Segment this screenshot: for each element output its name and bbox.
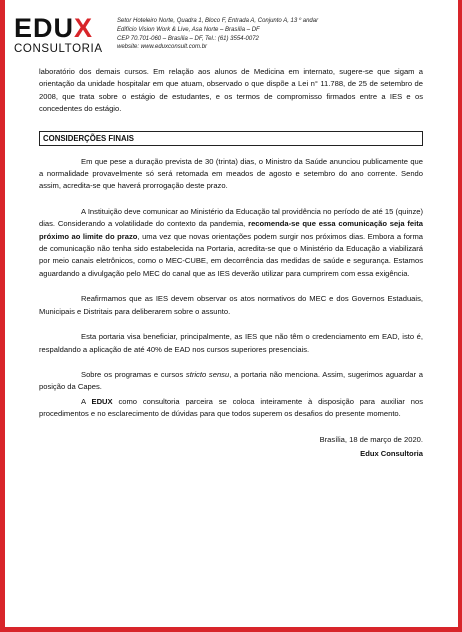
paragraph-duration: Em que pese a duração prevista de 30 (trinta) dias, o Ministro da Saúde anunciou publicamente que a normalidade provavelmente só será retomada em meados de agosto e setembro do ano corrente. Sendo assim, acredita-se que haverá prorrogação deste prazo. <box>39 156 423 191</box>
page-header <box>14 15 454 65</box>
company-address <box>117 17 318 52</box>
left-border-bar <box>0 0 5 632</box>
paragraph-text: A Instituição deve comunicar ao Ministério da Educação tal providência no período de até 15 (quinze) dias. Considerando a volatilidade do contexto da pandemia, <box>39 206 423 229</box>
document-date: Brasília, 18 de março de 2020. <box>319 434 423 444</box>
document-signature: Edux Consultoria <box>360 448 423 458</box>
logo-main-text: EDU <box>14 13 75 43</box>
edux-logo <box>14 15 104 56</box>
recommendation-highlight: recomenda-se que essa comunicação seja feita próximo ao limite do prazo <box>39 219 423 241</box>
paragraph-ead: Esta portaria visa beneficiar, principalmente, as IES que não têm o credenciamento em EAD, isto é, respaldando a aplicação de até 40% de EAD nos cursos superiores presenciais. <box>39 332 423 354</box>
paragraph-text: , uma vez que novas orientações podem surgir nos próximos dias. Embora a forma de comunicação não tenha sido estabelecida na Portaria, acredita-se que o Ministério da Educação a viabilizará por meio canais eletrônicos, como o MEC-CUBE, em decorrência das medidas de saúde e segurança. Estamos aguardando a divulgação pelo MEC do canal que as IES deverão utilizar para cumprirem com essa exigência. <box>39 231 424 278</box>
address-line: CEP 70.701-060 – Brasília – DF, Tel.: (61) 3554-0072 <box>117 35 259 42</box>
paragraph-edux-support <box>39 396 423 421</box>
paragraph-text: Sobre os programas e cursos <box>81 369 186 379</box>
paragraph-normative-acts: Reafirmamos que as IES devem observar os atos normativos do MEC e dos Governos Estaduais, Municipais e Distritais para deliberarem sobre o assunto. <box>39 294 423 316</box>
section-title: CONSIDERÇÕES FINAIS <box>39 131 423 146</box>
logo-x-letter: X <box>74 13 94 43</box>
bottom-border-bar <box>0 627 462 632</box>
intro-paragraph: laboratório dos demais cursos. Em relação aos alunos de Medicina em internato, sugere-se que sigam a orientação da unidade hospitalar em que atuam, observado o que dispõe a Lei n° 11.788, de 25 de setembro de 2008, que trata sobre o estágio de estudantes, e os termos de compromisso firmados entre a IES e os concedentes do estágio. <box>39 67 423 114</box>
logo-subtitle: CONSULTORIA <box>14 43 103 55</box>
paragraph-communication <box>39 206 423 280</box>
document-body <box>39 66 423 460</box>
address-line: Setor Hoteleiro Norte, Quadra 1, Bloco F, Entrada A, Conjunto A, 13 º andar <box>117 18 319 24</box>
paragraph-text: , a portaria não menciona. Assim, sugerimos aguardar a posição da Capes. <box>39 369 423 392</box>
stricto-sensu-term: stricto sensu <box>185 369 230 379</box>
paragraph-text: como consultoria parceira se coloca inteiramente à disposição para auxiliar nos procedimentos e no esclarecimento de dúvidas para que todos superem os desafios do presente momento. <box>39 396 423 419</box>
website-line: website: www.eduxconsult.com.br <box>117 44 208 51</box>
edux-brand-mention: EDUX <box>91 396 113 406</box>
address-line: Edifício Vision Work & Live, Asa Norte – Brasília – DF <box>117 26 260 33</box>
paragraph-text: A <box>81 396 92 406</box>
right-border-bar <box>458 0 462 632</box>
paragraph-stricto-sensu <box>39 369 423 394</box>
logo-wordmark <box>14 15 104 42</box>
